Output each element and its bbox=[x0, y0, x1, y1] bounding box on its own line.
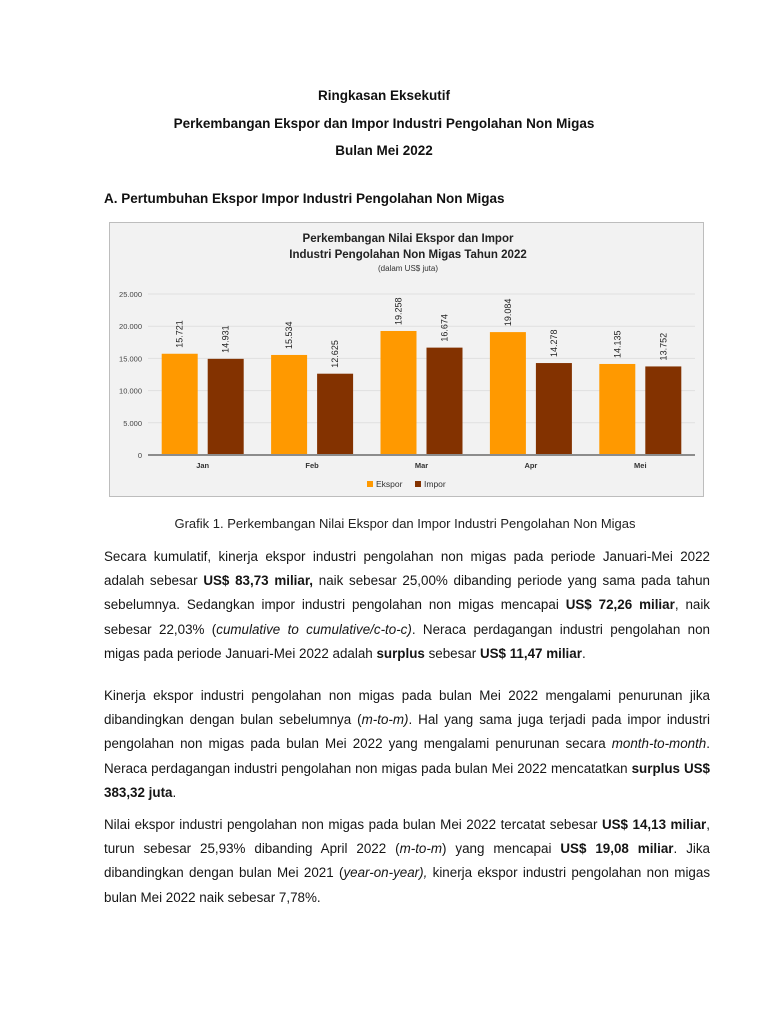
emphasis-text: US$ 11,47 miliar bbox=[479, 645, 582, 661]
data-label: 12.625 bbox=[330, 340, 341, 368]
legend-label-impor: Impor bbox=[424, 479, 446, 489]
legend-swatch-ekspor bbox=[367, 481, 373, 487]
document-title: Ringkasan Eksekutif bbox=[317, 88, 451, 103]
italic-text: month-to-month bbox=[611, 736, 707, 752]
data-label: 14.931 bbox=[220, 325, 231, 353]
data-label: 19.084 bbox=[502, 298, 513, 327]
document-subtitle: Perkembangan Ekspor dan Impor Industri Pengolahan Non Migas bbox=[173, 116, 595, 131]
italic-text: cumulative to cumulative/c-to-c) bbox=[216, 621, 412, 637]
data-label: 19.258 bbox=[393, 297, 404, 325]
body-text: . bbox=[172, 784, 177, 800]
paragraph-month-to-month bbox=[104, 684, 710, 805]
chart-title-line2: Industri Pengolahan Non Migas Tahun 2022 bbox=[289, 249, 527, 261]
y-tick-label: 25.000 bbox=[119, 290, 142, 299]
bar-impor-jan bbox=[208, 359, 244, 455]
bar-impor-mar bbox=[427, 348, 463, 455]
data-label: 14.278 bbox=[548, 329, 559, 358]
bar-ekspor-mei bbox=[599, 364, 635, 455]
bar-impor-mei bbox=[645, 366, 681, 455]
body-text: Nilai ekspor industri pengolahan non migas pada bulan Mei 2022 tercatat sebesar bbox=[104, 817, 602, 832]
chart-container bbox=[109, 222, 704, 497]
body-text: , turun sebesar 25,93% dibanding April 2022 ( bbox=[104, 817, 710, 857]
legend-label-ekspor: Ekspor bbox=[376, 479, 403, 489]
italic-text: m-to-m bbox=[399, 841, 442, 857]
data-label: 14.135 bbox=[612, 330, 623, 358]
y-tick-label: 0 bbox=[137, 451, 142, 460]
emphasis-text: US$ 14,13 miliar bbox=[601, 817, 707, 832]
body-text: sebesar bbox=[424, 645, 480, 661]
section-heading: A. Pertumbuhan Ekspor Impor Industri Pengolahan Non Migas bbox=[104, 191, 505, 206]
x-tick-label: Feb bbox=[305, 461, 319, 470]
bar-ekspor-apr bbox=[490, 332, 526, 455]
chart-title: Perkembangan Nilai Ekspor dan Impor bbox=[302, 233, 514, 245]
paragraph-export-value bbox=[104, 813, 710, 910]
chart-subtitle: (dalam US$ juta) bbox=[377, 264, 439, 273]
body-text: . Neraca perdagangan industri pengolahan non migas pada bulan Mei 2022 mencatatkan bbox=[104, 736, 710, 776]
body-text: . Neraca perdagangan industri pengolahan non migas pada periode Januari-Mei 2022 adalah bbox=[104, 621, 710, 661]
body-text: ) yang mencapai bbox=[441, 841, 561, 857]
data-label: 15.721 bbox=[174, 320, 185, 348]
document-period: Bulan Mei 2022 bbox=[335, 143, 433, 158]
bar-ekspor-mar bbox=[381, 331, 417, 455]
body-text: . Jika dibandingkan dengan bulan Mei 2021 ( bbox=[104, 841, 711, 881]
body-text: . bbox=[581, 645, 586, 661]
y-tick-label: 20.000 bbox=[119, 322, 142, 332]
x-tick-label: Apr bbox=[524, 461, 538, 470]
body-text: Secara kumulatif, kinerja ekspor industri pengolahan non migas pada periode Januari-Mei 2022 adalah sebesar bbox=[104, 549, 710, 589]
data-label: 16.674 bbox=[439, 314, 450, 342]
bar-ekspor-jan bbox=[162, 354, 198, 455]
y-tick-label: 5.000 bbox=[123, 418, 142, 428]
body-text: . Hal yang sama juga terjadi pada impor industri pengolahan non migas pada bulan Mei 2022 yang mengalami penurunan secara bbox=[104, 712, 710, 752]
y-tick-label: 10.000 bbox=[119, 386, 142, 396]
emphasis-text: surplus US$ 383,32 juta bbox=[104, 760, 710, 800]
bar-ekspor-feb bbox=[271, 355, 307, 455]
paragraph-cumulative bbox=[104, 545, 710, 666]
body-text: , naik sebesar 22,03% ( bbox=[104, 597, 711, 637]
bar-chart bbox=[110, 223, 705, 498]
figure-caption: Grafik 1. Perkembangan Nilai Ekspor dan Impor Industri Pengolahan Non Migas bbox=[174, 516, 636, 531]
x-tick-label: Mar bbox=[414, 461, 429, 470]
emphasis-text: surplus bbox=[376, 645, 425, 661]
body-text: naik sebesar 25,00% dibanding periode yang sama pada tahun sebelumnya. Sedangkan impor industri pengolahan non migas mencapai bbox=[104, 573, 710, 613]
legend-swatch-impor bbox=[415, 481, 421, 487]
emphasis-text: US$ 72,26 miliar bbox=[565, 597, 675, 613]
emphasis-text: US$ 19,08 miliar bbox=[560, 841, 674, 857]
italic-text: m-to-m) bbox=[361, 712, 409, 728]
bar-impor-feb bbox=[317, 374, 353, 455]
body-text: kinerja ekspor industri pengolahan non migas bulan Mei 2022 naik sebesar 7,78%. bbox=[104, 865, 711, 905]
data-label: 13.752 bbox=[658, 332, 669, 361]
body-text: Kinerja ekspor industri pengolahan non migas pada bulan Mei 2022 mengalami penurunan jika dibandingkan dengan bulan sebelumnya ( bbox=[104, 688, 710, 728]
x-tick-label: Mei bbox=[634, 461, 647, 470]
bar-impor-apr bbox=[536, 363, 572, 455]
emphasis-text: US$ 83,73 miliar, bbox=[203, 573, 314, 589]
data-label: 15.534 bbox=[284, 321, 295, 349]
y-tick-label: 15.000 bbox=[119, 354, 142, 364]
x-tick-label: Jan bbox=[196, 461, 210, 470]
italic-text: year-on-year), bbox=[343, 865, 428, 881]
